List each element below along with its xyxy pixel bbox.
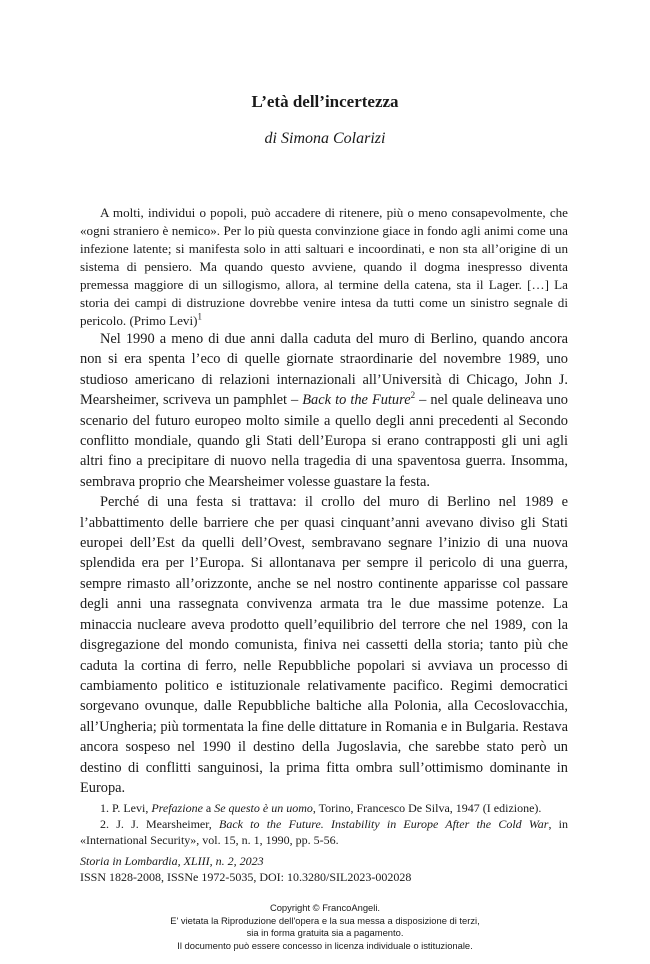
journal-info — [80, 853, 568, 885]
copyright-line-1: Copyright © FrancoAngeli. — [269, 902, 381, 913]
footnote-ref-2[interactable]: 2 — [410, 390, 416, 401]
article-author: di Simona Colarizi — [264, 130, 386, 147]
epigraph — [80, 204, 568, 330]
footnote-2-text-a: 2. J. J. Mearsheimer, — [100, 817, 219, 831]
paragraph-1 — [80, 329, 568, 492]
copyright-line-4: Il documento può essere concesso in licenza individuale o istituzionale. — [177, 939, 473, 951]
footnote-1-text-b: , Torino, Francesco De Silva, 1947 (I edizione). — [312, 801, 542, 815]
journal-issn: ISSN 1828-2008, ISSNe 1972-5035, DOI: 10.3280/SIL2023-002028 — [80, 870, 412, 884]
footnote-2 — [80, 816, 568, 848]
copyright-notice — [0, 902, 650, 952]
footnote-1 — [80, 800, 568, 816]
footnote-1-text-mid: a — [202, 801, 215, 815]
paragraph-2: Perché di una festa si trattava: il crollo del muro di Berlino nel 1989 e l’abbattimento delle barriere che per quasi cinquant’anni avevano diviso gli Stati europei dell’Est da quelli dell’Ovest, sembravano segnare l’inizio di una nuova splendida era per l’Europa. Si allontanava per sempre il pericolo di una guerra, sempre rimasto all’orizzonte, anche se nel nostro continente apparisse col passare degli anni una rassegnata convivenza armata tra le due massime potenze. La minaccia nucleare aveva prodotto quell’equilibrio del terrore che nel 1989, con la disgregazione del mondo comunista, finiva nei cassetti della storia; tanto più che caduta la cortina di ferro, nelle Repubbliche popolari si avviava un processo di cambiamento politico e istituzionale relativamente pacifico. Regimi democratici sorgevano ovunque, dalle Repubbliche baltiche alla Polonia, alla Cecoslovacchia, all’Ungheria; più tormentata la fine delle dittature in Romania e in Bulgaria. Restava ancora sospeso nel 1990 il destino della Jugoslavia, che sarebbe stato però un destino di conflitti sanguinosi, la prima fitta ombra sull’ottimismo dominante in Europa. — [80, 494, 568, 796]
copyright-line-3: sia in forma gratuita sia a pagamento. — [246, 927, 404, 939]
article-title: L’età dell’incertezza — [251, 92, 399, 111]
paragraph-1-text-a: Nel 1990 a meno di due anni dalla caduta del muro di Berlino, quando ancora non si era spenta l’eco di quelle giornate straordinarie del novembre 1989, uno studioso americano di relazioni internazionali all’Università di Chicago, John J. Mearsheimer, scriveva un pamphlet – — [80, 331, 568, 409]
copyright-line-2: E' vietata la Riproduzione dell'opera e la sua messa a disposizione di terzi, — [170, 914, 480, 926]
footnote-ref-1[interactable]: 1 — [197, 311, 202, 322]
body-text — [80, 329, 568, 798]
pamphlet-title: Back to the Future — [302, 392, 411, 409]
footnotes — [80, 800, 568, 848]
footnote-2-text-b: , in «International Security», vol. 15, n. 1, 1990, pp. 5-56. — [80, 817, 568, 847]
footnote-2-title: Back to the Future. Instability in Europe After the Cold War — [218, 817, 549, 831]
footnote-1-text-a: 1. P. Levi, — [100, 801, 152, 815]
journal-title: Storia in Lombardia, XLIII, n. 2, 2023 — [80, 854, 264, 868]
footnote-1-title-a: Prefazione — [151, 801, 203, 815]
epigraph-text: A molti, individui o popoli, può accadere di ritenere, più o meno consapevolmente, che «ogni straniero è nemico». Per lo più questa convinzione giace in fondo agli animi come una infezione latente; si manifesta solo in atti saltuari e incoordinati, e non sta all’origine di un sistema di pensiero. Ma quando questo avviene, quando il dogma inespresso diventa premessa maggiore di un sillogismo, allora, al termine della catena, sta il Lager. […] La storia dei campi di distruzione dovrebbe venire intesa da tutti come un sinistro segnale di pericolo. (Primo Levi) — [80, 205, 568, 328]
footnote-1-title-b: Se questo è un uomo — [214, 801, 313, 815]
paragraph-1-text-b: – nel quale delineava uno scenario del futuro europeo molto simile a quello degli anni precedenti al Secondo conflitto mondiale, quando gli Stati dell’Europa si erano contrapposti gli uni agli altri fino a precipitare di nuovo nella tragedia di una spaventosa guerra. Insomma, sembrava proprio che Mearsheimer volesse guastare la festa. — [80, 392, 568, 490]
